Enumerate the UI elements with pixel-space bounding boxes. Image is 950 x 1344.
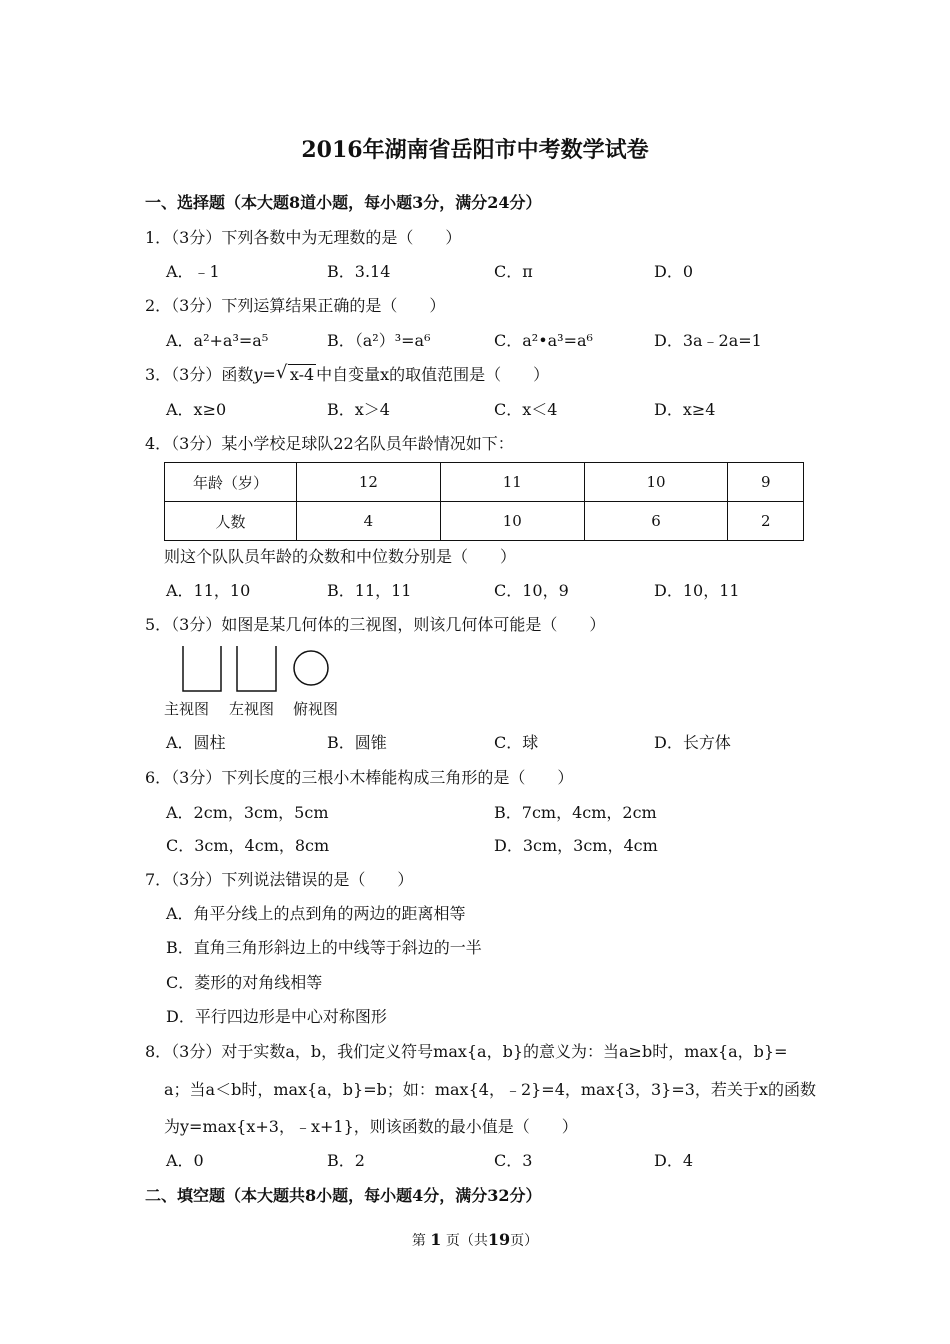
q2-option-a: A．a²+a³=a⁵ xyxy=(166,331,269,350)
q4-option-d: D．10，11 xyxy=(654,581,740,600)
q8-option-c: C．3 xyxy=(494,1151,533,1170)
top-view-shape xyxy=(294,651,328,685)
table-row xyxy=(165,463,804,502)
front-view-label: 主视图 xyxy=(164,700,210,718)
q1-option-a: A．﹣1 xyxy=(166,262,220,281)
table-row xyxy=(165,502,804,541)
radical-sign-icon: √ xyxy=(275,362,288,383)
q4-option-b: B．11，11 xyxy=(327,581,412,600)
q3-radicand: x-4 xyxy=(289,365,315,384)
square-root-expression xyxy=(275,362,316,384)
footer-total-pages: 19 xyxy=(487,1230,511,1249)
table-cell: 11 xyxy=(440,463,584,502)
footer-middle: 页（共 xyxy=(445,1233,488,1249)
q6-option-d: D．3cm，3cm，4cm xyxy=(494,836,658,855)
q3-stem-before: 3．（3分）函数 xyxy=(145,365,254,384)
table-cell: 10 xyxy=(440,502,584,541)
top-view-label: 俯视图 xyxy=(293,700,339,718)
question-8-line-1: 8．（3分）对于实数a，b，我们定义符号max{a，b}的意义为：当a≥b时，max{a，b}= xyxy=(145,1042,788,1061)
q5-option-c: C．球 xyxy=(494,733,539,752)
q7-option-d: D．平行四边形是中心对称图形 xyxy=(166,1007,387,1026)
q6-option-a: A．2cm，3cm，5cm xyxy=(166,803,329,822)
section-heading-fill-in: 二、填空题（本大题共8小题，每小题4分，满分32分） xyxy=(145,1186,542,1205)
table-cell: 4 xyxy=(297,502,441,541)
table-header-age: 年龄（岁） xyxy=(165,463,297,502)
question-2-stem: 2．（3分）下列运算结果正确的是（ ） xyxy=(145,296,446,315)
table-header-count: 人数 xyxy=(165,502,297,541)
left-view-shape xyxy=(237,646,276,691)
q3-option-d: D．x≥4 xyxy=(654,400,716,419)
q1-option-c: C．π xyxy=(494,262,533,281)
footer-page-number: 1 xyxy=(430,1230,442,1249)
question-3-stem xyxy=(145,362,549,385)
three-views-figure xyxy=(164,642,364,722)
q5-option-a: A．圆柱 xyxy=(166,733,226,752)
section-heading-choice: 一、选择题（本大题8道小题，每小题3分，满分24分） xyxy=(145,193,542,212)
table-cell: 12 xyxy=(297,463,441,502)
question-5-stem: 5．（3分）如图是某几何体的三视图，则该几何体可能是（ ） xyxy=(145,615,606,634)
footer-prefix: 第 xyxy=(411,1233,426,1249)
question-6-stem: 6．（3分）下列长度的三根小木棒能构成三角形的是（ ） xyxy=(145,768,574,787)
q2-option-d: D．3a﹣2a=1 xyxy=(654,331,762,350)
three-views-drawing xyxy=(164,642,364,698)
q3-option-b: B．x＞4 xyxy=(327,400,390,419)
question-1-stem: 1．（3分）下列各数中为无理数的是（ ） xyxy=(145,228,462,247)
q8-option-a: A．0 xyxy=(166,1151,204,1170)
question-4-followup: 则这个队队员年龄的众数和中位数分别是（ ） xyxy=(164,547,517,566)
question-4-stem: 4．（3分）某小学校足球队22名队员年龄情况如下： xyxy=(145,434,514,453)
q5-option-d: D．长方体 xyxy=(654,733,731,752)
table-cell: 6 xyxy=(584,502,728,541)
q3-option-c: C．x＜4 xyxy=(494,400,558,419)
table-cell: 2 xyxy=(728,502,804,541)
question-8-line-3: 为y=max{x+3，﹣x+1}，则该函数的最小值是（ ） xyxy=(164,1117,578,1136)
page-footer xyxy=(0,1230,950,1250)
q3-option-a: A．x≥0 xyxy=(166,400,227,419)
q6-option-c: C．3cm，4cm，8cm xyxy=(166,836,330,855)
q1-option-d: D．0 xyxy=(654,262,694,281)
q8-option-b: B．2 xyxy=(327,1151,365,1170)
question-8-line-2: a；当a＜b时，max{a，b}=b；如：max{4，﹣2}=4，max{3，3}=3，若关于x的函数 xyxy=(164,1080,816,1099)
page-title: 2016年湖南省岳阳市中考数学试卷 xyxy=(301,137,649,163)
age-table xyxy=(164,462,804,541)
q4-option-c: C．10，9 xyxy=(494,581,569,600)
q3-stem-after: 中自变量x的取值范围是（ ） xyxy=(316,365,550,384)
q7-option-b: B．直角三角形斜边上的中线等于斜边的一半 xyxy=(166,938,482,957)
q1-option-b: B．3.14 xyxy=(327,262,391,281)
q2-option-b: B．（a²）³=a⁶ xyxy=(327,331,431,350)
q2-option-c: C．a²•a³=a⁶ xyxy=(494,331,593,350)
q5-option-b: B．圆锥 xyxy=(327,733,387,752)
q7-option-c: C．菱形的对角线相等 xyxy=(166,973,323,992)
q4-option-a: A．11，10 xyxy=(166,581,251,600)
q3-function-y: y= xyxy=(253,365,276,384)
table-cell: 10 xyxy=(584,463,728,502)
table-cell: 9 xyxy=(728,463,804,502)
question-7-stem: 7．（3分）下列说法错误的是（ ） xyxy=(145,870,414,889)
footer-suffix: 页） xyxy=(510,1233,539,1249)
front-view-shape xyxy=(183,646,221,691)
q7-option-a: A．角平分线上的点到角的两边的距离相等 xyxy=(166,904,466,923)
q8-option-d: D．4 xyxy=(654,1151,694,1170)
q6-option-b: B．7cm，4cm，2cm xyxy=(494,803,657,822)
left-view-label: 左视图 xyxy=(229,700,275,718)
